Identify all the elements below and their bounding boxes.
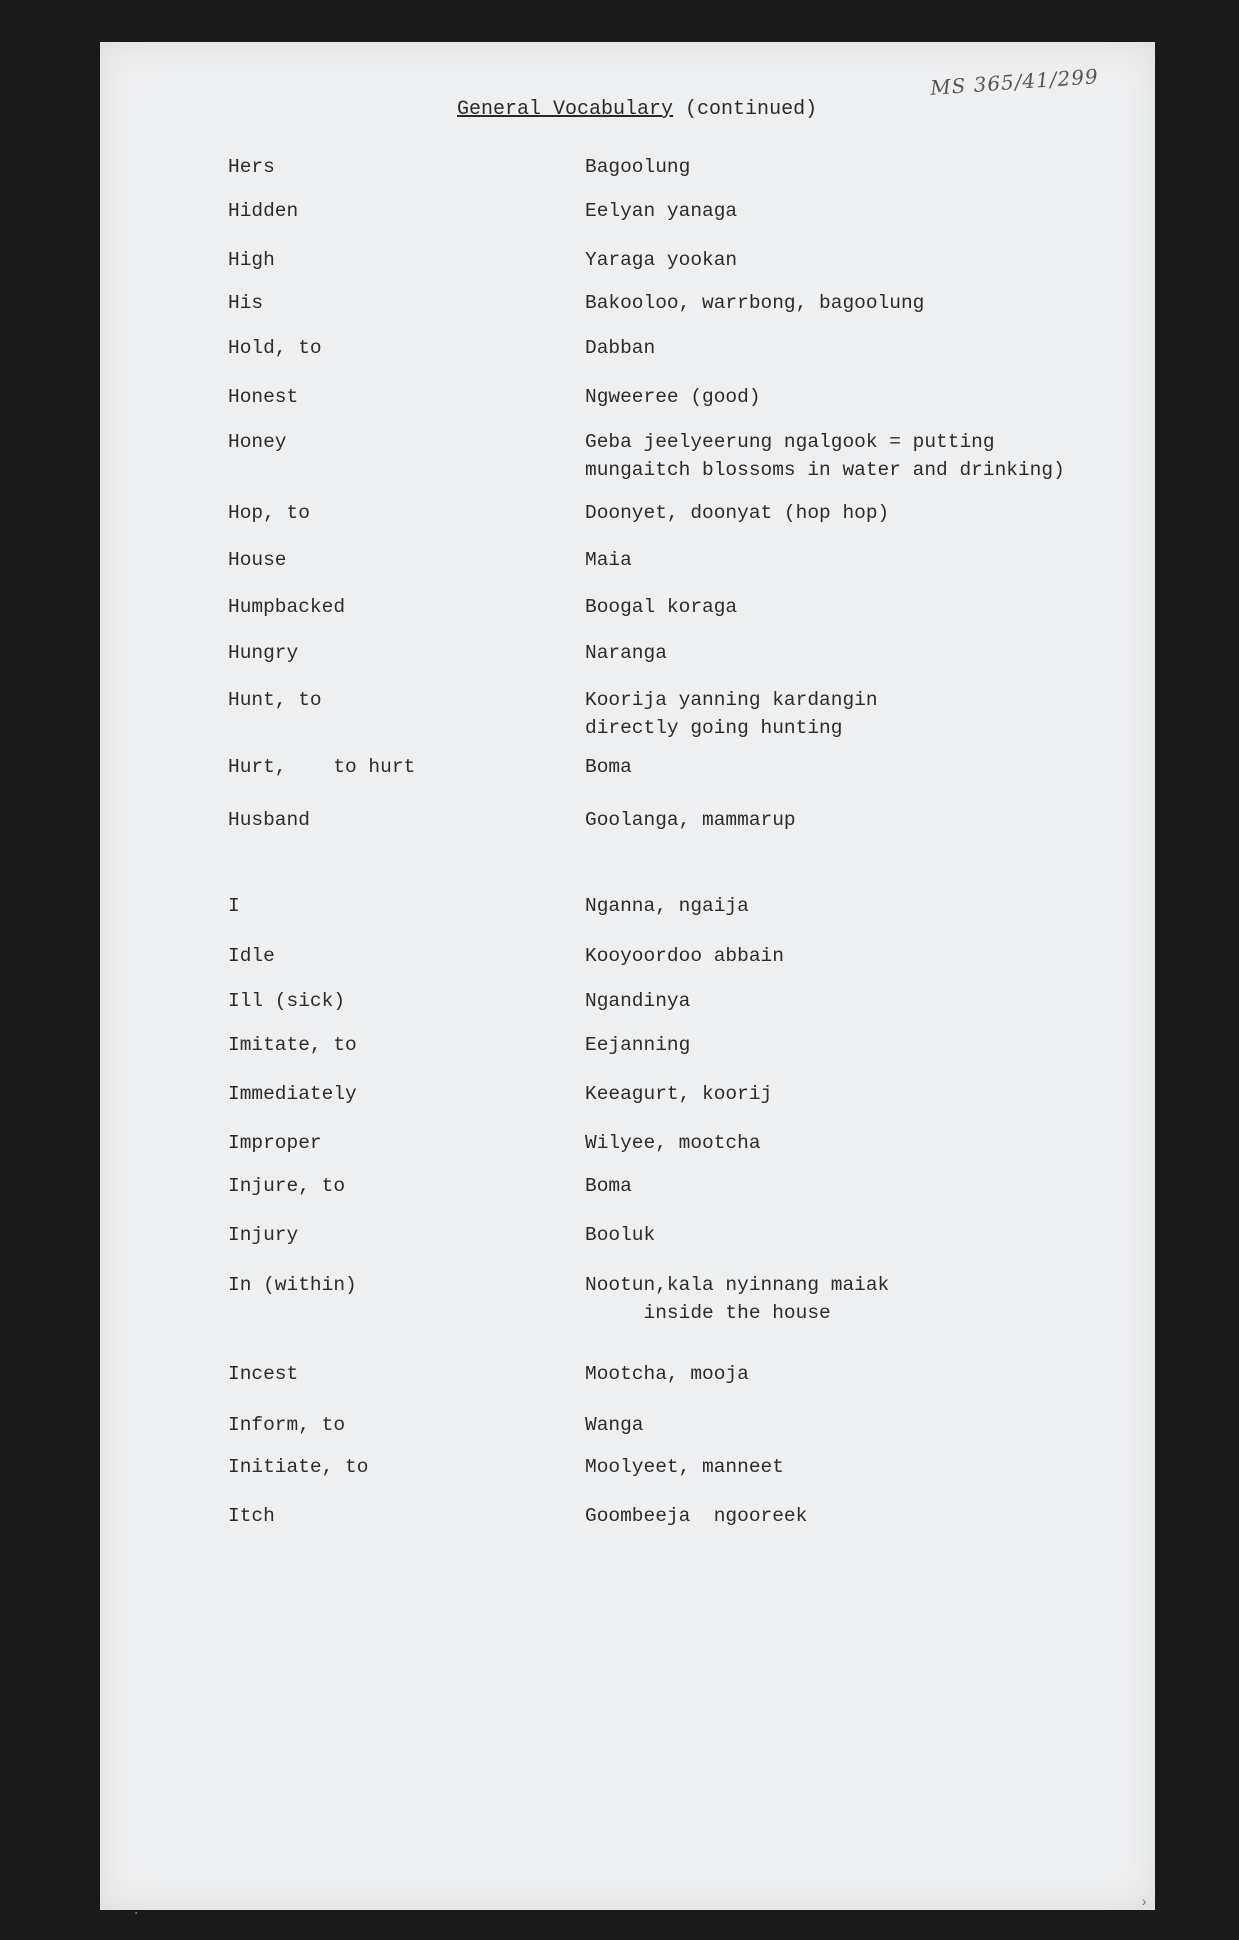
vocab-gloss: Wanga: [585, 1414, 644, 1436]
title-underlined: General Vocabulary: [457, 98, 674, 121]
vocab-term: Honest: [228, 386, 299, 408]
vocab-gloss: Kooyoordoo abbain: [585, 945, 784, 967]
vocab-gloss: Doonyet, doonyat (hop hop): [585, 502, 890, 524]
vocab-gloss: Goolanga, mammarup: [585, 809, 796, 831]
vocab-gloss: Goombeeja ngooreek: [585, 1505, 808, 1527]
vocab-gloss: Koorija yanning kardangin directly going hunting: [585, 689, 878, 739]
vocab-term: Improper: [228, 1132, 322, 1154]
vocab-gloss: Boma: [585, 1175, 632, 1197]
vocab-gloss: Mootcha, mooja: [585, 1363, 749, 1385]
vocab-term: Humpbacked: [228, 596, 346, 618]
vocab-term: Itch: [228, 1505, 275, 1527]
vocab-gloss: Eelyan yanaga: [585, 200, 738, 222]
corner-mark-left: ·: [132, 1906, 141, 1922]
vocab-gloss: Nganna, ngaija: [585, 895, 749, 917]
vocab-gloss: Eejanning: [585, 1034, 691, 1056]
vocab-term: Immediately: [228, 1083, 357, 1105]
vocab-term: Hunt, to: [228, 689, 322, 711]
vocab-term: Idle: [228, 945, 275, 967]
vocab-gloss: Wilyee, mootcha: [585, 1132, 761, 1154]
vocab-term: Hold, to: [228, 337, 322, 359]
vocab-term: Hurt, to hurt: [228, 756, 416, 778]
vocab-term: High: [228, 249, 275, 271]
vocab-term: His: [228, 292, 264, 314]
vocab-term: I: [228, 895, 240, 917]
vocab-gloss: Geba jeelyeerung ngalgook = putting mungaitch blossoms in water and drinking): [585, 431, 1065, 481]
vocab-term: Incest: [228, 1363, 299, 1385]
vocab-gloss: Boma: [585, 756, 632, 778]
page-title: [457, 98, 817, 121]
vocab-term: Hungry: [228, 642, 299, 664]
archive-reference-mark: MS 365/41/299: [929, 64, 1100, 100]
vocab-gloss: Boogal koraga: [585, 596, 738, 618]
vocab-term: Husband: [228, 809, 310, 831]
vocab-term: Hidden: [228, 200, 299, 222]
vocab-gloss: Ngweeree (good): [585, 386, 761, 408]
vocab-gloss: Booluk: [585, 1224, 656, 1246]
vocab-term: Imitate, to: [228, 1034, 357, 1056]
corner-mark-right: ›: [1140, 1895, 1149, 1911]
title-rest: (continued): [673, 98, 818, 121]
vocab-gloss: Keeagurt, koorij: [585, 1083, 773, 1105]
vocab-gloss: Moolyeet, manneet: [585, 1456, 784, 1478]
vocab-gloss: Ngandinya: [585, 990, 691, 1012]
vocab-term: Inform, to: [228, 1414, 346, 1436]
vocab-gloss: Bakooloo, warrbong, bagoolung: [585, 292, 925, 314]
vocab-term: Injure, to: [228, 1175, 346, 1197]
vocab-gloss: Bagoolung: [585, 156, 691, 178]
vocab-gloss: Yaraga yookan: [585, 249, 738, 271]
vocab-term: House: [228, 549, 287, 571]
vocab-term: Ill (sick): [228, 990, 346, 1012]
vocab-term: Hers: [228, 156, 275, 178]
vocab-term: Initiate, to: [228, 1456, 369, 1478]
vocab-gloss: Nootun,kala nyinnang maiak inside the house: [585, 1274, 890, 1324]
vocab-term: In (within): [228, 1274, 357, 1296]
vocab-term: Hop, to: [228, 502, 310, 524]
document-page: [100, 42, 1155, 1910]
vocab-term: Injury: [228, 1224, 299, 1246]
vocab-gloss: Naranga: [585, 642, 667, 664]
vocab-gloss: Dabban: [585, 337, 656, 359]
vocab-term: Honey: [228, 431, 287, 453]
vocab-gloss: Maia: [585, 549, 632, 571]
